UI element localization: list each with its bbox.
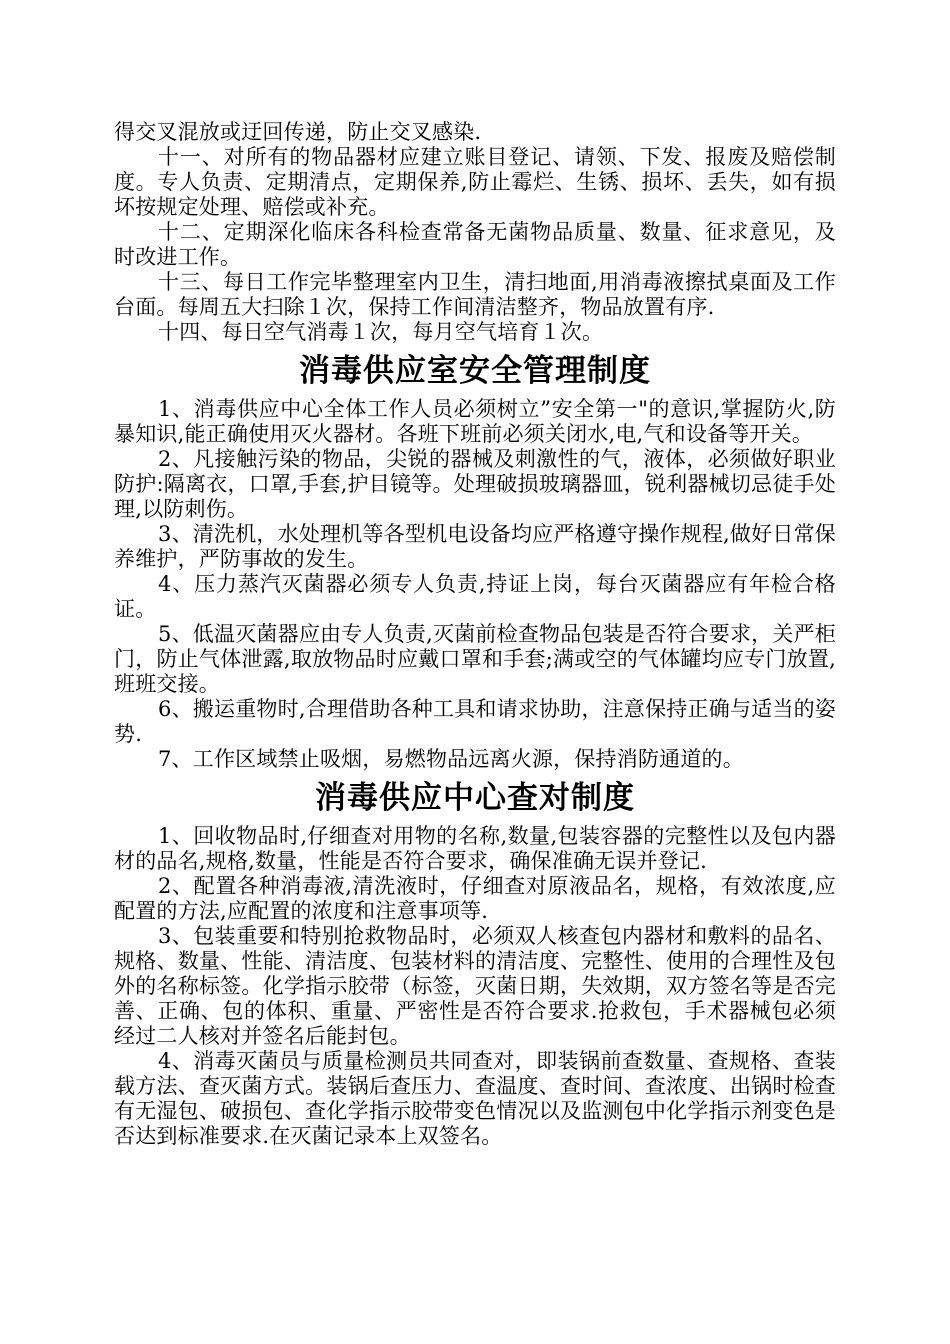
safety-rule-5: 5、低温灭菌器应由专人负责,灭菌前检查物品包装是否符合要求，关严柜门，防止气体泄露,取放物品时应戴口罩和手套;满或空的气体罐均应专门放置,班班交接。	[114, 622, 836, 696]
document-page	[114, 120, 836, 1149]
safety-rule-4: 4、压力蒸汽灭菌器必须专人负责,持证上岗，每台灭菌器应有年检合格证。	[114, 572, 836, 621]
safety-rule-1: 1、消毒供应中心全体工作人员必须树立”安全第一"的意识,掌握防火,防暴知识,能正确使用灭火器材。各班下班前必须关闭水,电,气和设备等开关。	[114, 397, 836, 446]
check-rule-1: 1、回收物品时,仔细查对用物的名称,数量,包装容器的完整性以及包内器材的品名,规格,数量，性能是否符合要求，确保准确无误并登记.	[114, 824, 836, 873]
safety-management-title: 消毒供应室安全管理制度	[299, 353, 651, 389]
check-rule-4: 4、消毒灭菌员与质量检测员共同查对，即装锅前查数量、查规格、查装载方法、查灭菌方式。装锅后查压力、查温度、查时间、查浓度、出锅时检查有无湿包、破损包、查化学指示胶带变色情况以及监测包中化学指示剂变色是否达到标准要求.在灭菌记录本上双签名。	[114, 1049, 836, 1148]
check-rule-2: 2、配置各种消毒液,清洗液时，仔细查对原液品名，规格，有效浓度,应配置的方法,应配置的浓度和注意事项等.	[114, 874, 836, 923]
check-rule-3: 3、包装重要和特别抢救物品时，必须双人核查包内器材和敷料的品名、规格、数量、性能、清洁度、包装材料的清洁度、完整性、使用的合理性及包外的名称标签。化学指示胶带（标签，灭菌日期，失效期，双方签名等是否完善、正确、包的体积、重量、严密性是否符合要求.抢救包，手术器械包必须经过二人核对并签名后能封包。	[114, 924, 836, 1048]
continuation-paragraph: 得交叉混放或迂回传递，防止交叉感染.	[114, 120, 482, 144]
section-checking-system	[114, 772, 836, 1149]
rule-14-paragraph: 十四、每日空气消毒１次，每月空气培育１次。	[158, 320, 604, 344]
checking-system-title: 消毒供应中心查对制度	[315, 780, 635, 816]
safety-rule-2: 2、凡接触污染的物品，尖锐的器械及刺激性的气，液体，必须做好职业防护:隔离衣，口罩,手套,护目镜等。处理破损玻璃器皿，锐利器械切忌徒手处理,以防刺伤。	[114, 447, 836, 521]
safety-rule-7: 7、工作区域禁止吸烟，易燃物品远离火源，保持消防通道的。	[158, 747, 744, 771]
rule-11-paragraph: 十一、对所有的物品器材应建立账目登记、请领、下发、报废及赔偿制度。专人负责、定期清点，定期保养,防止霉烂、生锈、损坏、丢失，如有损坏按规定处理、赔偿或补充。	[114, 145, 836, 219]
section-safety-management	[114, 345, 836, 772]
safety-rule-3: 3、清洗机，水处理机等各型机电设备均应严格遵守操作规程,做好日常保养维护，严防事故的发生。	[114, 522, 836, 571]
section-previous-rules	[114, 120, 836, 345]
rule-13-paragraph: 十三、每日工作完毕整理室内卫生，清扫地面,用消毒液擦拭桌面及工作台面。每周五大扫除１次，保持工作间清洁整齐，物品放置有序.	[114, 270, 836, 319]
rule-12-paragraph: 十二、定期深化临床各科检查常备无菌物品质量、数量、征求意见，及时改进工作。	[114, 220, 836, 269]
safety-rule-6: 6、搬运重物时,合理借助各种工具和请求协助，注意保持正确与适当的姿势.	[114, 697, 836, 746]
